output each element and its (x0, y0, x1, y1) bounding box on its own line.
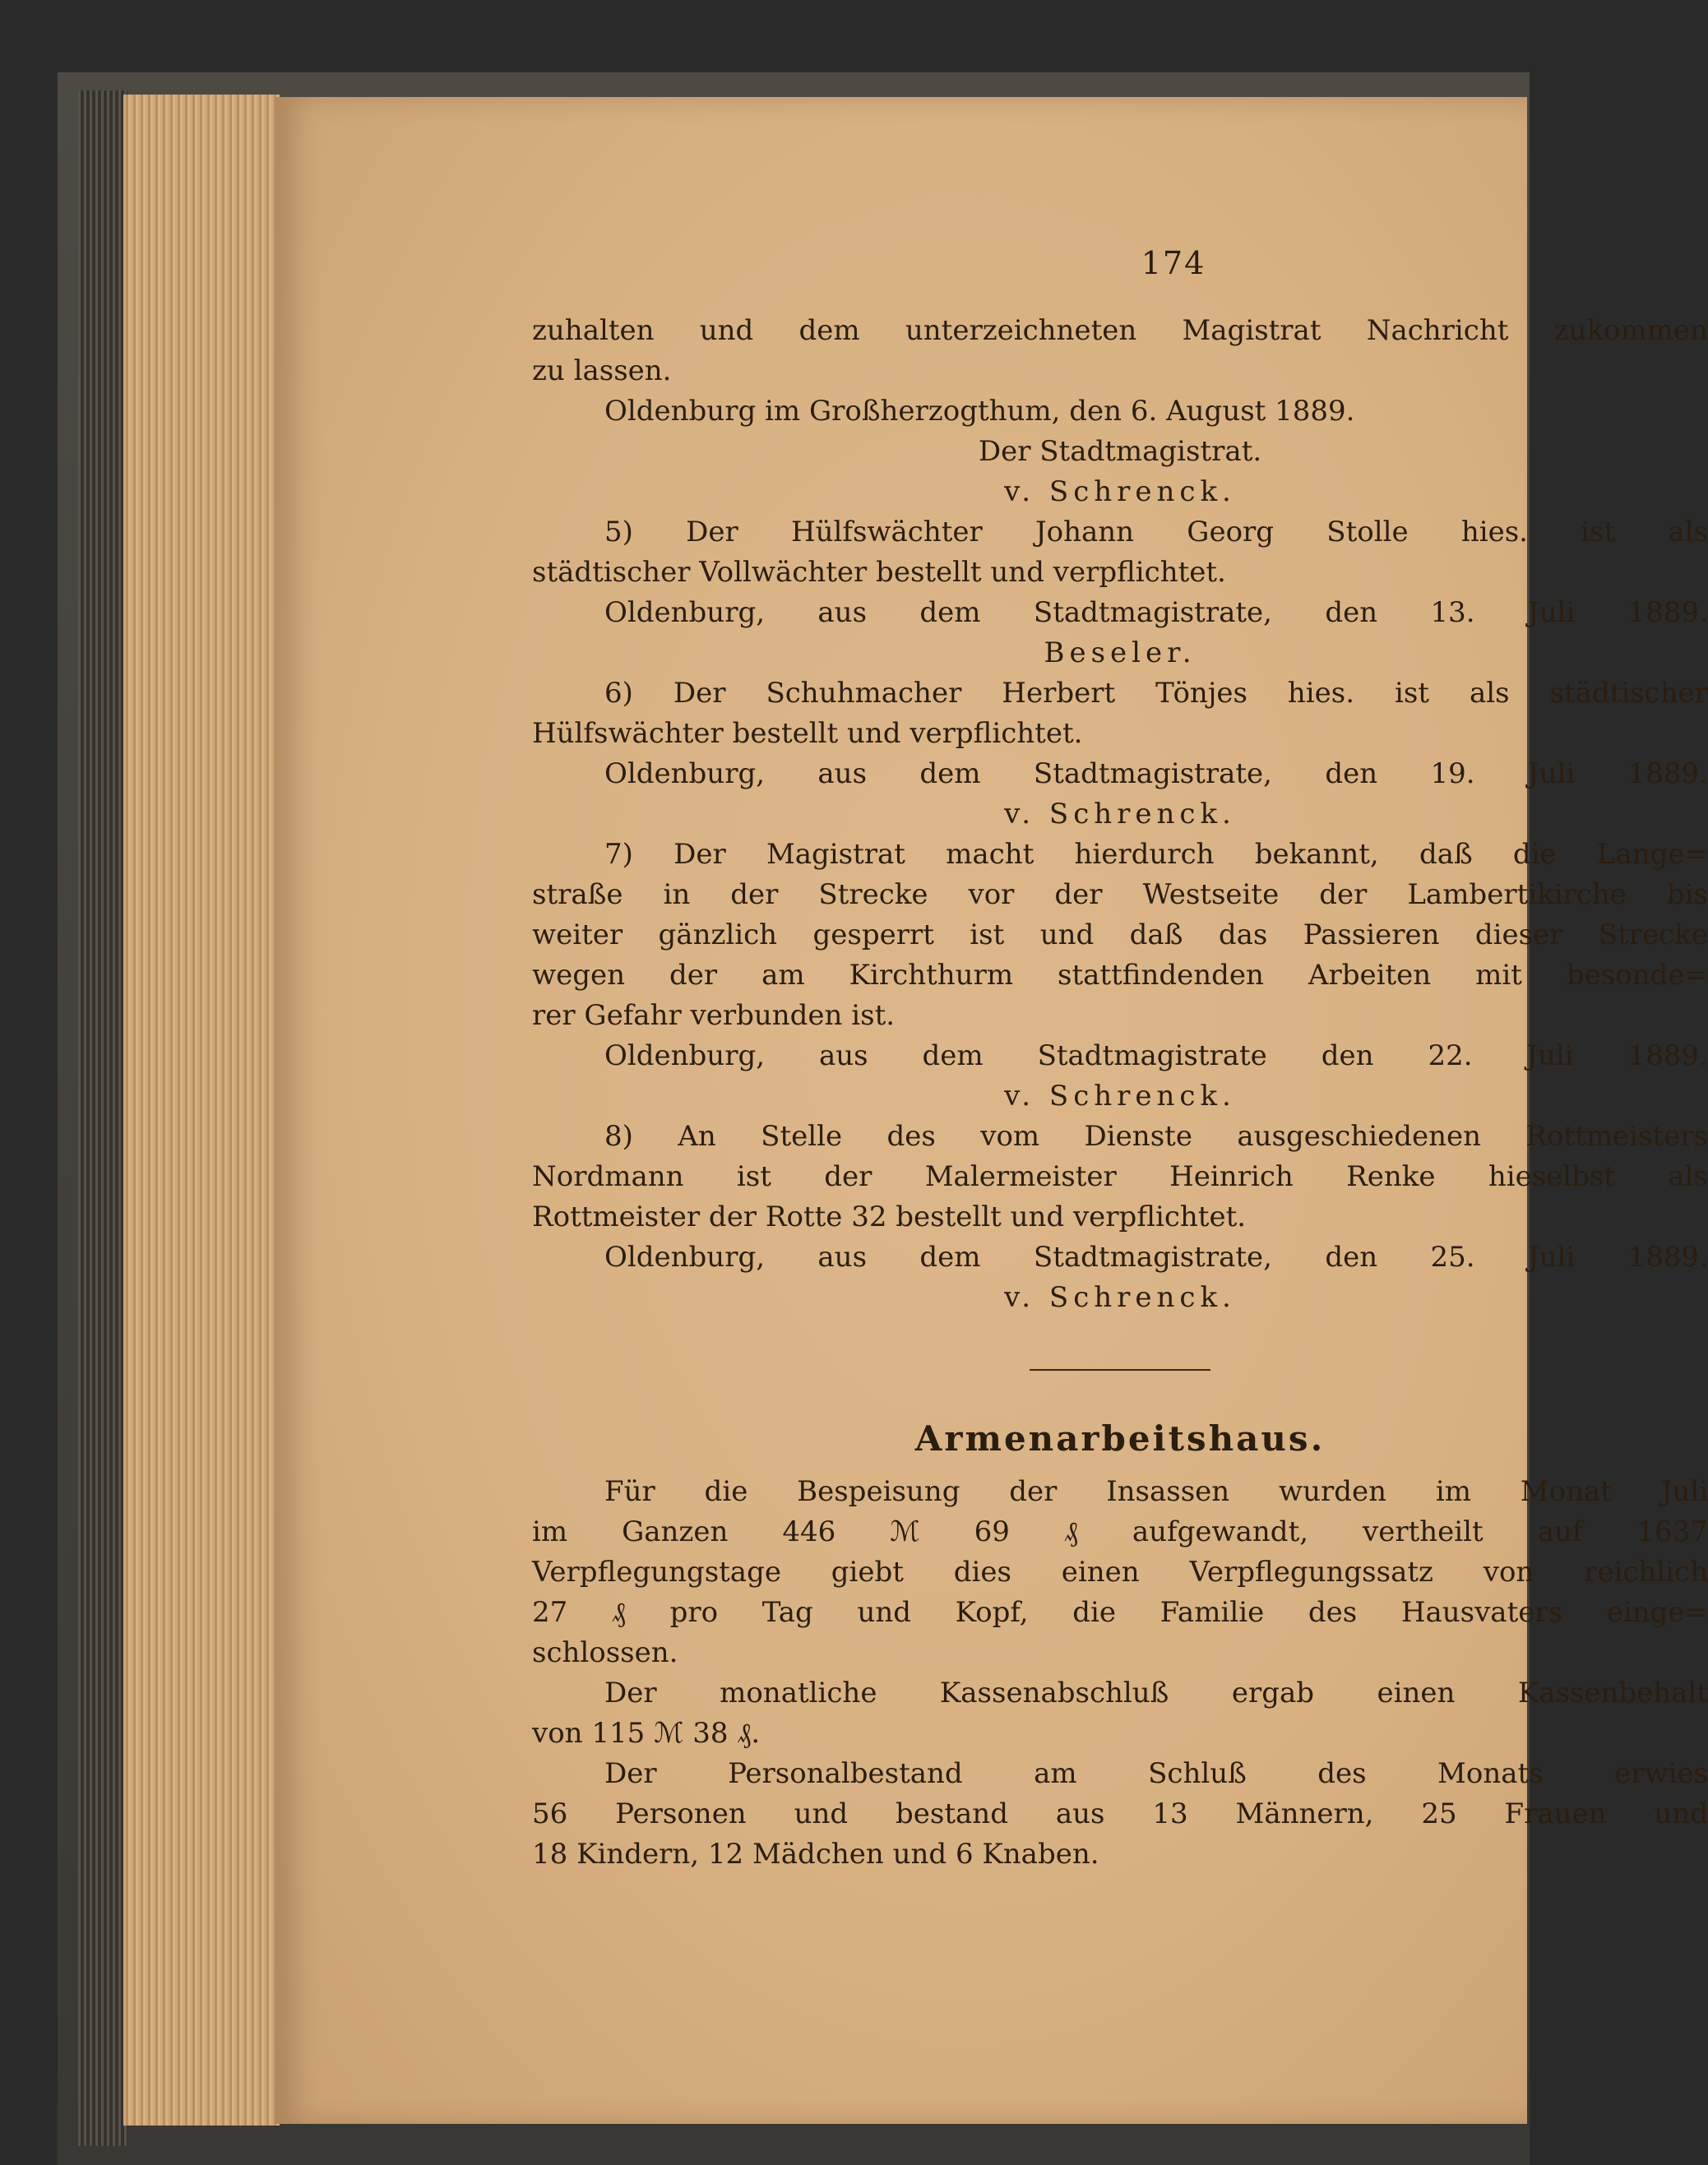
page-stack-edge (123, 95, 280, 2126)
text-line: 56 Personen und bestand aus 13 Männern, 25 Frauen und (532, 1797, 1708, 1830)
text-line: wegen der am Kirchthurm stattfindenden Arbeiten mit besonde= (532, 959, 1708, 992)
text-line: Beseler. (1044, 636, 1197, 669)
text-line: Der monatliche Kassenabschluß ergab einen Kassenbehalt (604, 1677, 1708, 1709)
text-line: Oldenburg im Großherzogthum, den 6. August 1889. (604, 395, 1355, 428)
text-line: städtischer Vollwächter bestellt und verpflichtet. (532, 556, 1226, 589)
text-line: Hülfswächter bestellt und verpflichtet. (532, 717, 1083, 750)
text-line: 8) An Stelle des vom Dienste ausgeschiedenen Rottmeisters (604, 1120, 1708, 1153)
book-spine-edge (78, 90, 127, 2146)
text-line: 18 Kindern, 12 Mädchen und 6 Knaben. (532, 1838, 1099, 1871)
text-line: weiter gänzlich gesperrt ist und daß das Passieren dieser Strecke (532, 918, 1708, 951)
text-line: straße in der Strecke vor der Westseite der Lambertikirche bis (532, 878, 1708, 911)
page (275, 97, 1708, 2124)
text-line: zuhalten und dem unterzeichneten Magistrat Nachricht zukommen (532, 314, 1708, 347)
text-line: v. Schrenck. (1004, 1281, 1236, 1314)
text-line: 6) Der Schuhmacher Herbert Tönjes hies. ist als städtischer (604, 677, 1708, 710)
text-line: Verpflegungstage giebt dies einen Verpflegungssatz von reichlich (532, 1556, 1708, 1589)
text-line: Rottmeister der Rotte 32 bestellt und verpflichtet. (532, 1200, 1247, 1233)
text-line: 5) Der Hülfswächter Johann Georg Stolle hies. ist als (604, 516, 1708, 548)
text-line: Für die Bespeisung der Insassen wurden im Monat Juli (604, 1475, 1708, 1508)
page-number: 174 (1141, 245, 1206, 281)
section-text (532, 1472, 1708, 1875)
section-heading: Armenarbeitshaus. (914, 1418, 1326, 1459)
body-text (532, 311, 1708, 1318)
text-line: Nordmann ist der Malermeister Heinrich Renke hieselbst als (532, 1160, 1708, 1193)
text-line: rer Gefahr verbunden ist. (532, 999, 896, 1032)
page-content (532, 245, 1708, 1875)
text-line: zu lassen. (532, 354, 672, 387)
text-line: von 115 ℳ 38 ₰. (532, 1717, 761, 1750)
text-line: v. Schrenck. (1004, 475, 1236, 508)
text-line: 7) Der Magistrat macht hierdurch bekannt, daß die Lange= (604, 838, 1708, 871)
text-line: Oldenburg, aus dem Stadtmagistrate, den 25. Juli 1889. (604, 1241, 1708, 1274)
text-line: Der Personalbestand am Schluß des Monats erwies (604, 1757, 1708, 1790)
text-line: schlossen. (532, 1636, 678, 1669)
text-line: Oldenburg, aus dem Stadtmagistrate den 22. Juli 1889. (604, 1039, 1708, 1072)
text-line: v. Schrenck. (1004, 798, 1236, 830)
text-line: Oldenburg, aus dem Stadtmagistrate, den 13. Juli 1889. (604, 596, 1708, 629)
text-line: Der Stadtmagistrat. (978, 435, 1262, 468)
text-line: im Ganzen 446 ℳ 69 ₰ aufgewandt, vertheilt auf 1637 (532, 1515, 1708, 1548)
text-line: Oldenburg, aus dem Stadtmagistrate, den 19. Juli 1889. (604, 757, 1708, 790)
text-line: 27 ₰ pro Tag und Kopf, die Familie des Hausvaters einge= (532, 1596, 1708, 1629)
text-line: v. Schrenck. (1004, 1080, 1236, 1113)
section-divider (1030, 1369, 1210, 1371)
